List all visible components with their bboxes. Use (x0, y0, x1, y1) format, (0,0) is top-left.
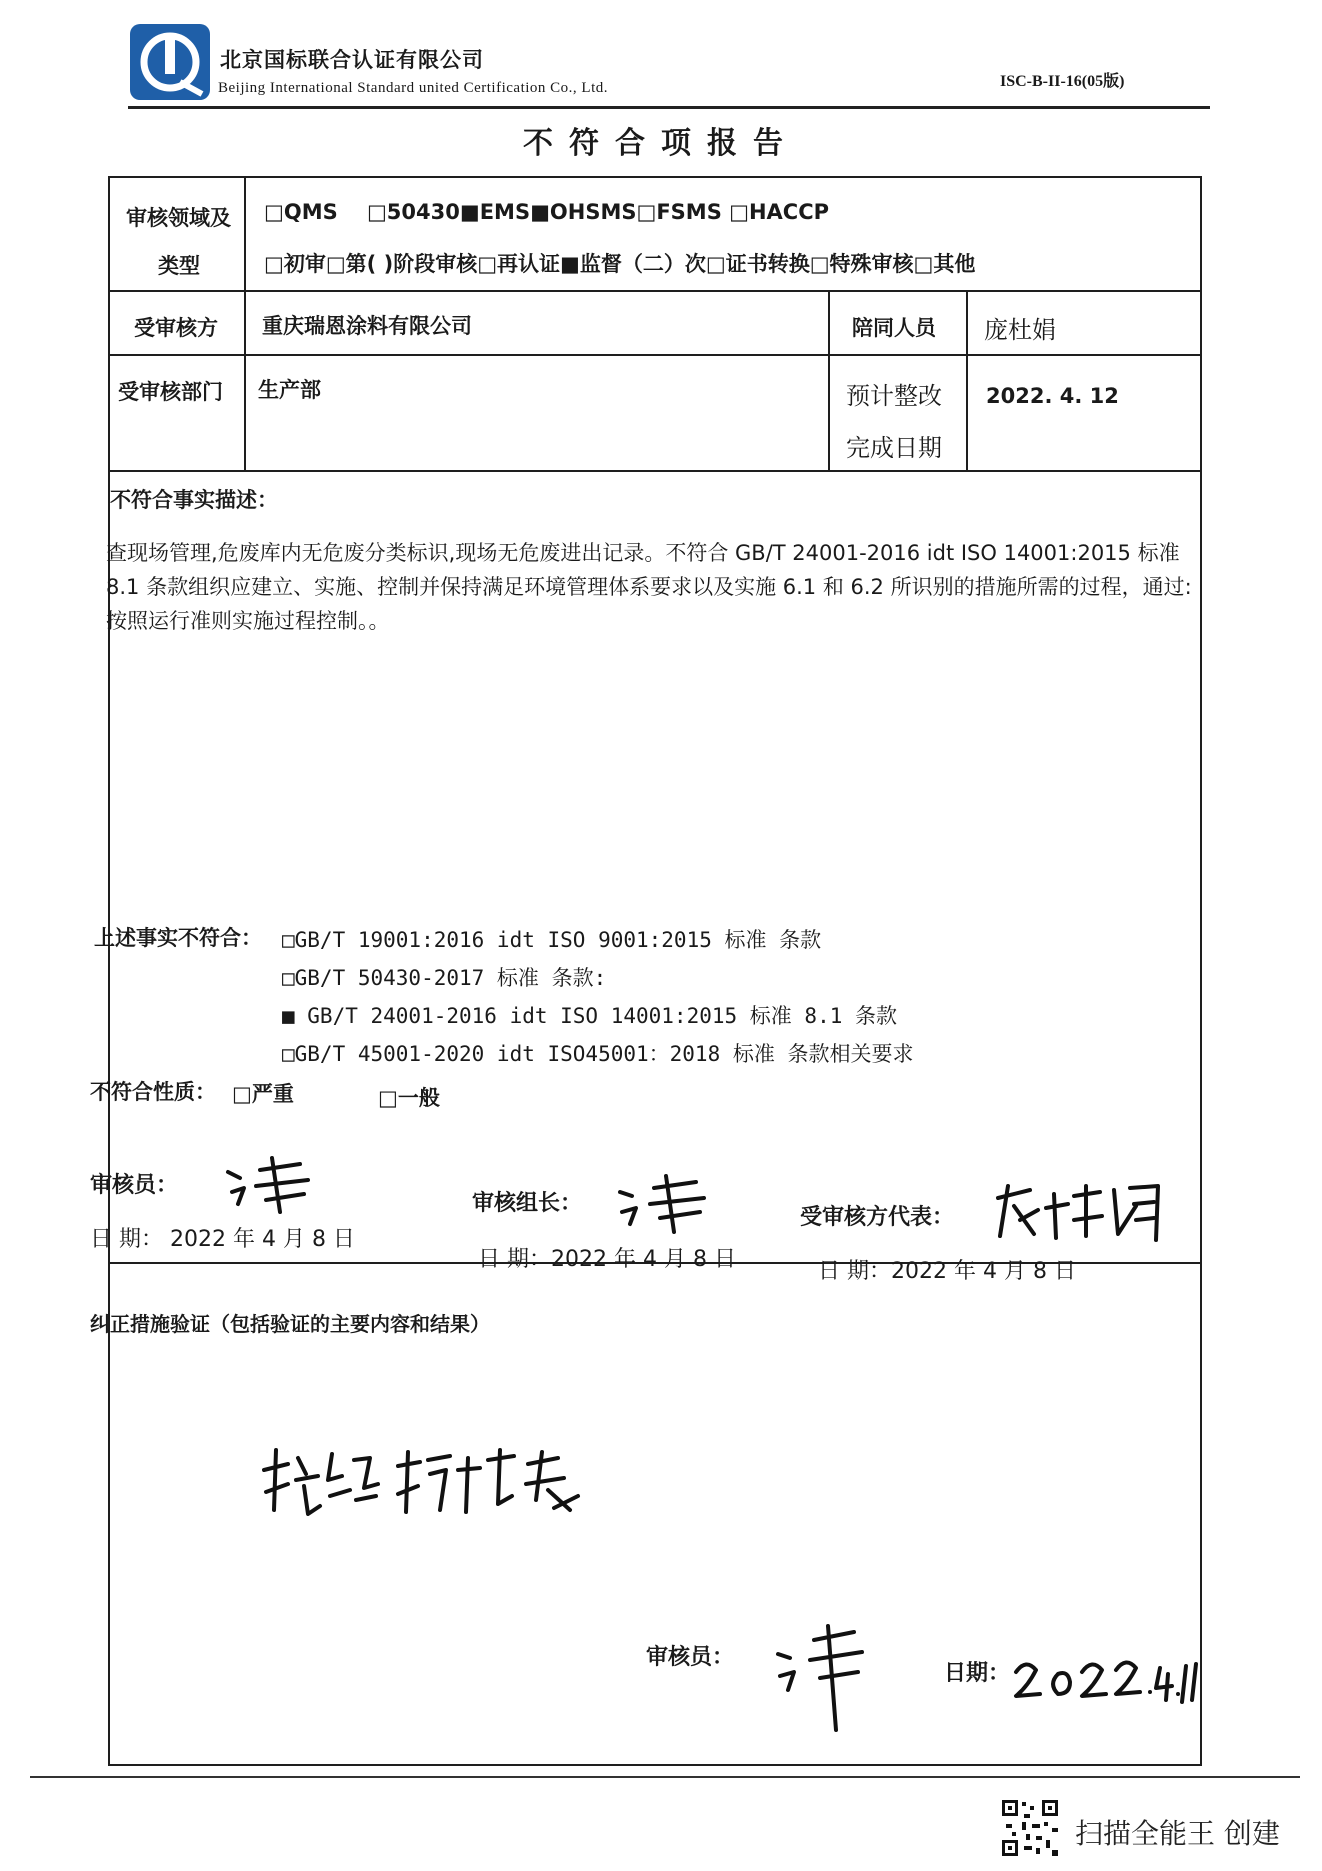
auditor-signature-icon (220, 1152, 320, 1222)
auditee-name: 重庆瑞恩涂料有限公司 (262, 314, 472, 338)
dept-name: 生产部 (258, 378, 321, 402)
audit-domains: □QMS □50430■EMS■OHSMS□FSMS □HACCP (264, 200, 830, 224)
nature-severe-checkbox: □严重 (232, 1082, 294, 1106)
rep-sign-label: 受审核方代表： (800, 1205, 955, 1230)
verification-date-handwriting-icon (1010, 1650, 1200, 1710)
nature-general-checkbox: □一般 (378, 1086, 440, 1110)
header-rule (128, 106, 1210, 109)
standard-item-4: □GB/T 45001-2020 idt ISO45001：2018 标准 条款相关要求 (282, 1042, 914, 1066)
qr-code-icon (1000, 1798, 1060, 1858)
escort-label: 陪同人员 (852, 316, 936, 340)
scanner-watermark-label: 扫描全能王 创建 (1075, 1817, 1280, 1850)
leader-sign-label: 审核组长： (472, 1191, 583, 1216)
footer-rule (30, 1776, 1300, 1778)
audit-field-label-1: 审核领域及 (126, 206, 231, 230)
rep-signature-icon (990, 1176, 1170, 1246)
audit-field-label-2: 类型 (158, 254, 200, 278)
auditor-sign-date: 日 期： 2022 年 4 月 8 日 (90, 1227, 355, 1252)
auditor-sign-label: 审核员： (90, 1173, 179, 1198)
verification-date-label: 日期： (944, 1661, 1011, 1686)
nc-description: 查现场管理,危废库内无危废分类标识,现场无危废进出记录。不符合 GB/T 24001-2016 idt ISO 14001:2015 标准 8.1 条款组织应建立、实施、控制并保持满足环境管理体系要求以及实施 6.1 和 6.2 所识别的措施所需的过程，通过:按照运行准则实施过程控制。。 (106, 541, 1192, 633)
company-name-en: Beijing International Standard united Certification Co., Ltd. (218, 80, 609, 96)
standards-label: 上述事实不符合： (94, 926, 262, 950)
nature-label: 不符合性质： (90, 1080, 216, 1104)
verification-handwriting-icon (258, 1440, 588, 1530)
leader-signature-icon (610, 1168, 720, 1238)
rep-sign-date: 日 期：2022 年 4 月 8 日 (818, 1259, 1076, 1284)
dept-label: 受审核部门 (118, 380, 223, 404)
standard-item-2: □GB/T 50430-2017 标准 条款: (282, 966, 607, 990)
report-title: 不符合项报告 (523, 126, 799, 161)
leader-sign-date: 日 期：2022 年 4 月 8 日 (478, 1247, 736, 1272)
form-code: ISC-B-II-16(05版) (1000, 73, 1125, 90)
due-label-1: 预计整改 (846, 382, 942, 410)
company-name-cn: 北京国标联合认证有限公司 (220, 48, 484, 72)
verification-auditor-signature-icon (770, 1620, 880, 1740)
nc-desc-label: 不符合事实描述： (110, 488, 278, 512)
verification-label: 纠正措施验证（包括验证的主要内容和结果） (90, 1312, 490, 1336)
standard-item-3: ■ GB/T 24001-2016 idt ISO 14001:2015 标准 8.1 条款 (282, 1004, 898, 1028)
audit-types: □初审□第( )阶段审核□再认证■监督（二）次□证书转换□特殊审核□其他 (264, 252, 976, 276)
verification-auditor-label: 审核员： (646, 1645, 735, 1670)
due-label-2: 完成日期 (846, 434, 942, 462)
due-date: 2022. 4. 12 (986, 384, 1119, 408)
standard-item-1: □GB/T 19001:2016 idt ISO 9001:2015 标准 条款 (282, 928, 822, 952)
escort-name: 庞杜娟 (984, 316, 1056, 344)
company-logo-icon (128, 22, 212, 102)
auditee-label: 受审核方 (134, 316, 218, 340)
